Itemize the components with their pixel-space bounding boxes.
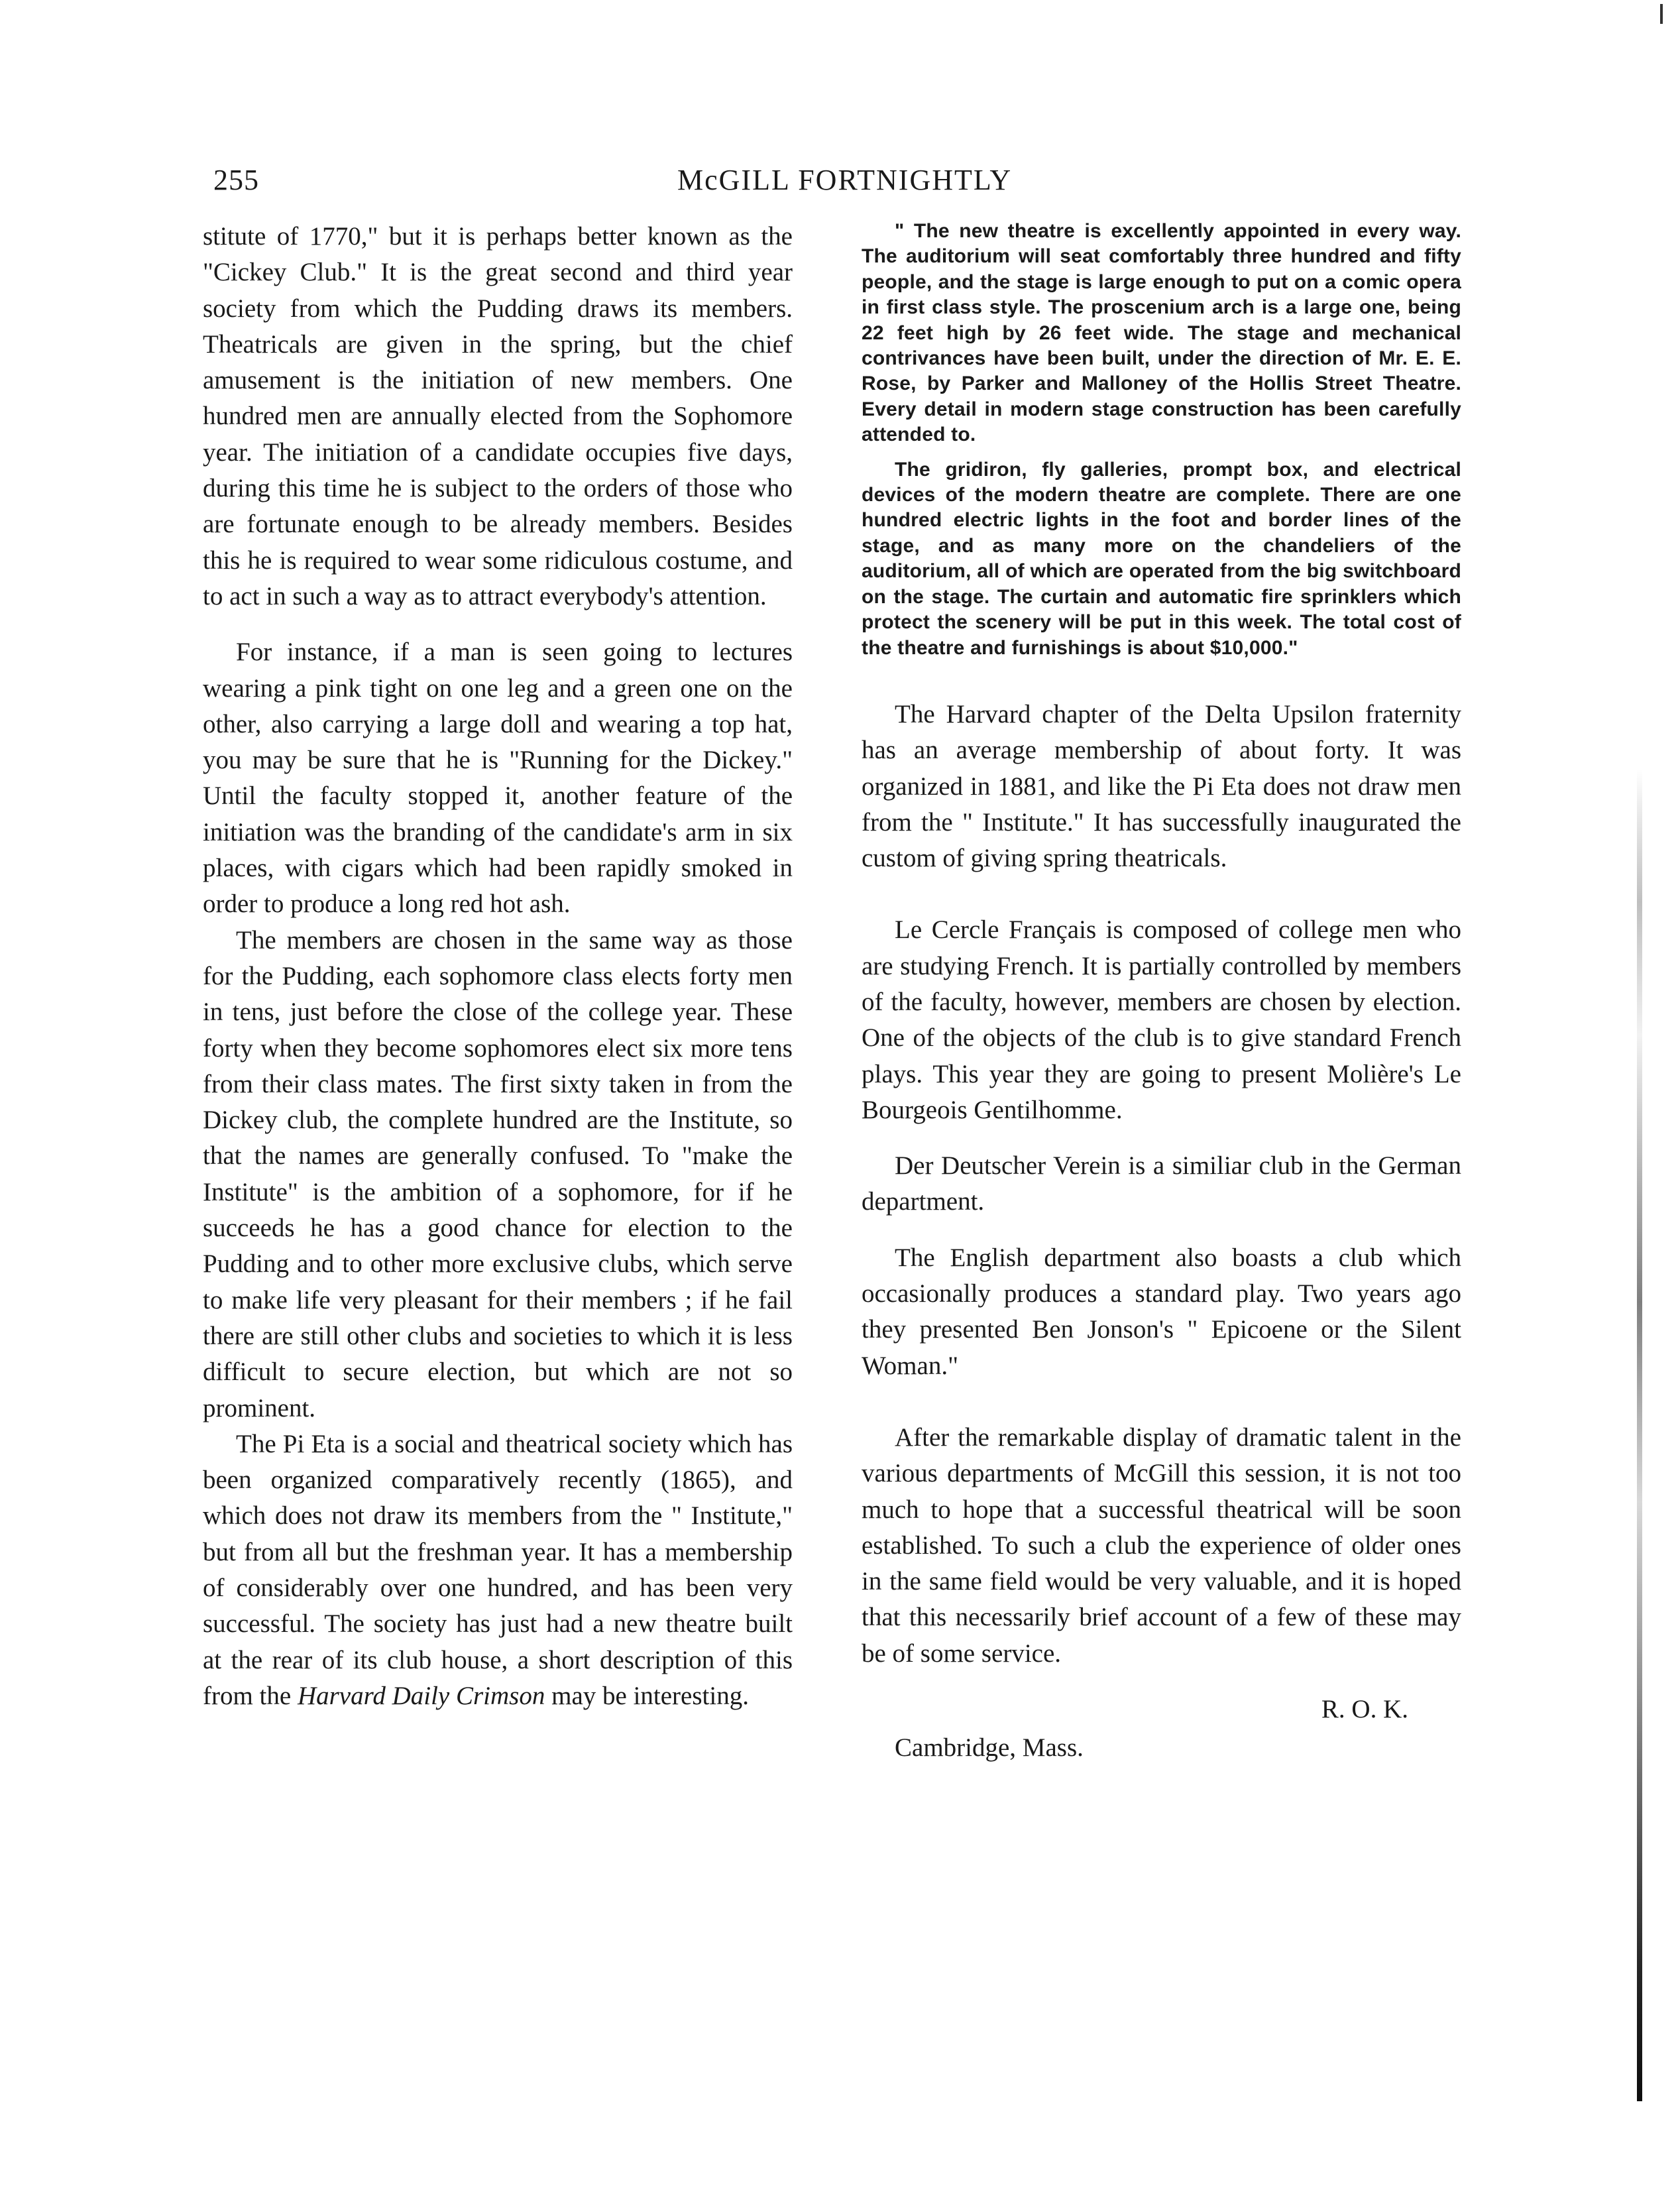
page-header (213, 163, 1473, 203)
dateline-place: Cambridge, Mass. (895, 1733, 1084, 1763)
page-number: 255 (213, 164, 259, 196)
paragraph-member-selection: The members are chosen in the same way as those for the Pudding, each sophomore class elects forty men in tens, just before the close of the college year. These forty when they become sophomores elect six more tens from their class mates. The first sixty taken in from the Dickey club, the complete hundred are the Institute, so that the names are generally confused. To "make the Institute" is the ambition of a sophomore, for if he succeeds he has a good chance for election to the Pudding and to other more exclusive clubs, which serve to make life very pleasant for their members ; if he fail there are still other clubs and societies to which it is less difficult to secure election, but which are not so prominent. (203, 925, 793, 1422)
paragraph-cercle-francais: Le Cercle Français is composed of college men who are studying French. It is partially controlled by members of the faculty, however, members are chosen by election. One of the objects of the club is to give standard French plays. This year they are going to present Molière's Le Bourgeois Gentilhomme. (862, 915, 1461, 1124)
paragraph-initiation: For instance, if a man is seen going to lectures wearing a pink tight on one leg and a green one on the other, also carrying a large doll and wearing a top hat, you may be sure that he is "Running for the Dickey." Until the faculty stopped it, another feature of the initiation was the branding of the candidate's arm in six places, with cigars which had been rapidly smoked in order to produce a long red hot ash. (203, 638, 793, 919)
paragraph-delta-upsilon: The Harvard chapter of the Delta Upsilon fraternity has an average membership of about forty. It was organized in 1881, and like the Pi Eta does not draw men from the " Institute." It has successfully inaugurated the custom of giving spring theatricals. (862, 699, 1461, 873)
left-column (203, 219, 793, 1714)
author-signature: R. O. K. (1321, 1695, 1408, 1724)
paragraph-conclusion: After the remarkable display of dramatic talent in the various departments of McGill this session, it is not too much to hope that a successful theatrical will be soon established. To such a club the experience of older ones in the same field would be very valuable, and it is hoped that this necessarily brief account of a few of these may be of some service. (862, 1422, 1461, 1668)
paragraph-english-department: The English department also boasts a club which occasionally produces a standard play. Two years ago they presented Ben Jonson's " Epicoene or the Silent Woman." (862, 1243, 1461, 1380)
paragraph-cickey-club: stitute of 1770," but it is perhaps better known as the "Cickey Club." It is the great second and third year society from which the Pudding draws its members. Theatricals are given in the spring, but the chief amusement is the initiation of new members. One hundred men are annually elected from the Sophomore year. The initiation of a candidate occupies five days, during this time he is subject to the orders of those who are fortunate enough to be already members. Besides this he is required to wear some ridiculous costume, and to act in such a way as to attract everybody's attention. (203, 222, 793, 610)
scan-edge-shadow (1637, 769, 1642, 2101)
paragraph-pi-eta (203, 1426, 793, 1714)
running-title: McGILL FORTNIGHTLY (677, 164, 1013, 196)
paragraph-deutscher-verein: Der Deutscher Verein is a similiar club in the German department. (862, 1151, 1461, 1216)
publication-title: Harvard Daily Crimson (297, 1681, 545, 1710)
crimson-quotation (862, 219, 1461, 661)
quote-paragraph-equipment: The gridiron, fly galleries, prompt box, and electrical devices of the modern theatre are complete. There are one hundred electric lights in the foot and border lines of the stage, and as many more on the chandeliers of the auditorium, all of which are operated from the big switchboard on the stage. The curtain and automatic fire sprinklers which protect the scenery will be put in this week. The total cost of the theatre and furnishings is about $10,000." (862, 458, 1461, 659)
quote-paragraph-theatre: " The new theatre is excellently appointed in every way. The auditorium will seat comfortably three hundred and fifty people, and the stage is large enough to put on a comic opera in first class style. The proscenium arch is a large one, being 22 feet high by 26 feet wide. The stage and mechanical contrivances have been built, under the direction of Mr. E. E. Rose, by Parker and Malloney of the Hollis Street Theatre. Every detail in modern stage construction has been carefully attended to. (862, 220, 1461, 446)
right-column-body (862, 697, 1461, 1766)
right-column (862, 219, 1461, 1766)
scan-corner-mark (1660, 4, 1663, 24)
pi-eta-text-end: may be interesting. (545, 1681, 749, 1710)
pi-eta-text: The Pi Eta is a social and theatrical society which has been organized comparatively recently (1865), and which does not draw its members from the " Institute," but from all but the freshman year. It has a membership of considerably over one hundred, and has been very successful. The society has just had a new theatre built at the rear of its club house, a short description of this from the (203, 1429, 793, 1710)
